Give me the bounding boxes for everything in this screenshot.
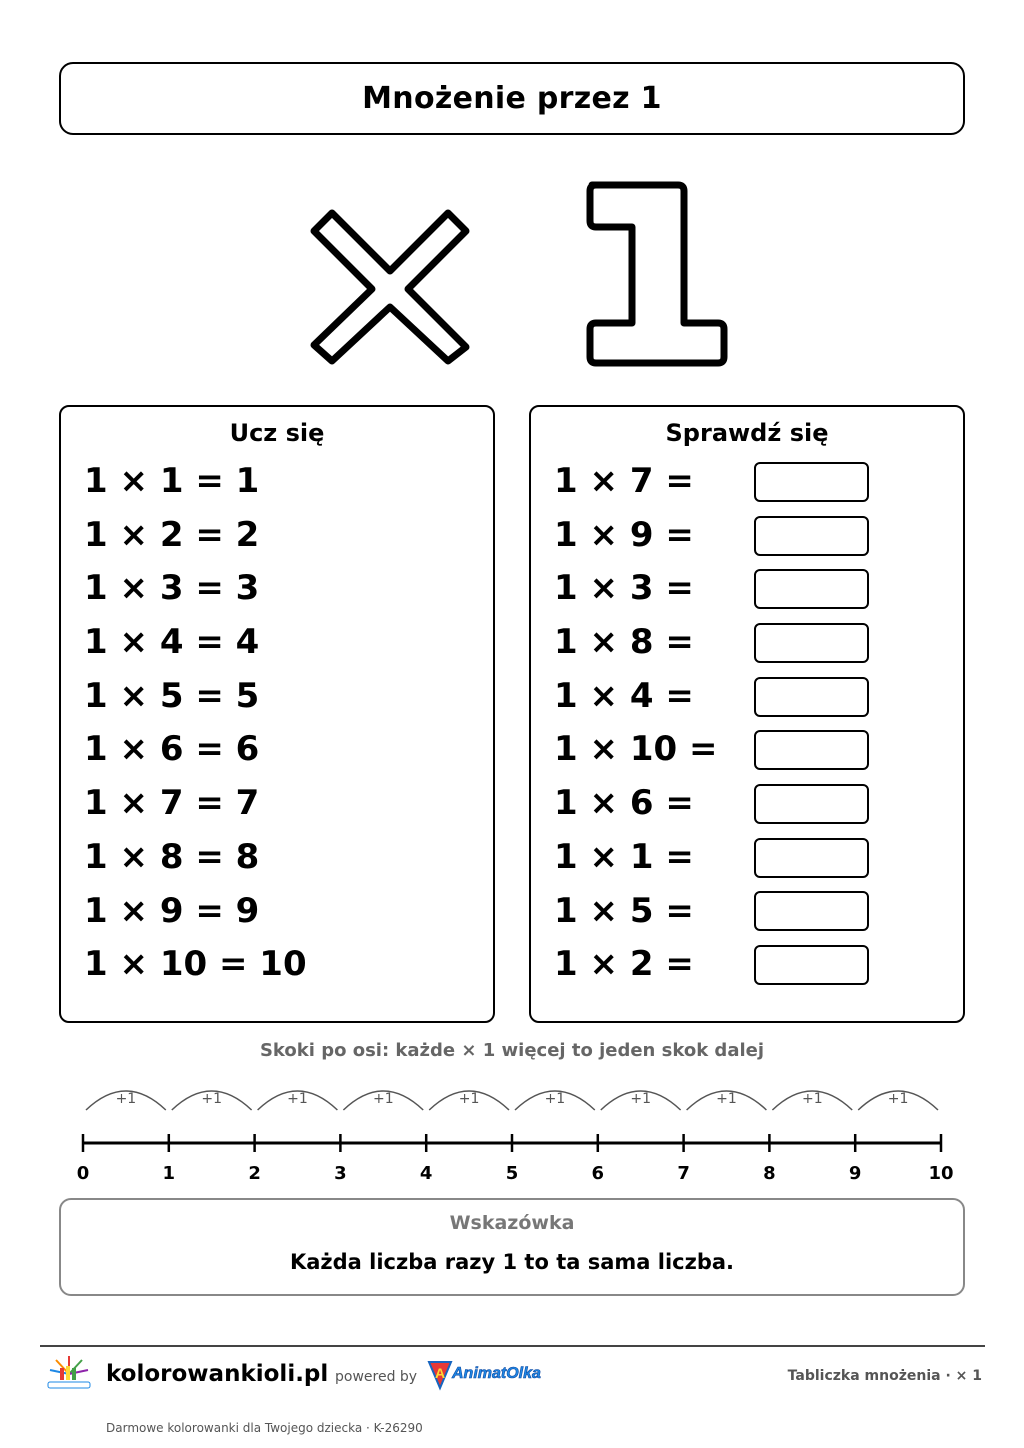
- title-box: [59, 62, 965, 135]
- jump-label: +1: [887, 1091, 909, 1107]
- check-row: [554, 455, 884, 509]
- learn-equation: 1 × 3 = 3: [84, 568, 260, 609]
- axis-tick-label: 9: [848, 1163, 862, 1184]
- hint-box: [59, 1198, 965, 1296]
- axis-tick-label: 6: [591, 1163, 605, 1184]
- kolorowankioli-logo-icon: [46, 1354, 92, 1394]
- answer-box[interactable]: [754, 784, 869, 824]
- check-equation: 1 × 3 =: [554, 568, 694, 609]
- jump-label: +1: [544, 1091, 566, 1107]
- check-row: [554, 562, 884, 616]
- page-title: Mnożenie przez 1: [362, 81, 662, 116]
- axis-tick-label: 8: [763, 1163, 776, 1184]
- learn-equation: 1 × 8 = 8: [84, 836, 260, 877]
- check-row: [554, 777, 884, 831]
- partner-name: AnimatOlka: [452, 1365, 541, 1382]
- footer-small-text: Darmowe kolorowanki dla Twojego dziecka · K-26290: [106, 1421, 423, 1435]
- learn-equation: 1 × 6 = 6: [84, 729, 260, 770]
- jump-label: +1: [287, 1091, 308, 1107]
- learn-equation: 1 × 2 = 2: [84, 514, 260, 555]
- check-panel: [529, 405, 965, 1023]
- check-row: [554, 616, 884, 670]
- axis-tick-label: 1: [162, 1163, 176, 1184]
- axis-tick-label: 10: [928, 1163, 954, 1184]
- check-equation-list: [554, 455, 884, 992]
- svg-text:A: A: [434, 1365, 446, 1381]
- check-equation: 1 × 4 =: [554, 675, 694, 716]
- learn-equation: 1 × 7 = 7: [84, 783, 260, 824]
- axis-tick-label: 4: [419, 1163, 433, 1184]
- hint-text: Każda liczba razy 1 to ta sama liczba.: [289, 1250, 734, 1274]
- footer-right-text: Tabliczka mnożenia · × 1: [787, 1368, 982, 1384]
- answer-box[interactable]: [754, 462, 869, 502]
- learn-equation: 1 × 5 = 5: [84, 675, 260, 716]
- jump-label: +1: [801, 1091, 823, 1107]
- answer-box[interactable]: [754, 945, 869, 985]
- footer-divider: [40, 1345, 985, 1347]
- number-one-outline-icon: [584, 175, 729, 370]
- check-equation: 1 × 6 =: [554, 783, 694, 824]
- check-row: [554, 670, 884, 724]
- learn-equation: 1 × 1 = 1: [84, 461, 260, 501]
- number-line: [0, 1078, 1024, 1188]
- check-equation: 1 × 2 =: [554, 944, 694, 985]
- multiply-outline-icon: [310, 205, 470, 365]
- check-row: [554, 831, 884, 885]
- check-equation: 1 × 7 =: [554, 461, 694, 501]
- learn-panel-title: Ucz się: [229, 419, 325, 447]
- brand-name[interactable]: kolorowankioli.pl: [106, 1361, 329, 1387]
- hero-graphic: [0, 170, 1024, 380]
- learn-panel: [59, 405, 495, 1023]
- axis-tick-label: 5: [505, 1163, 519, 1184]
- answer-box[interactable]: [754, 677, 869, 717]
- answer-box[interactable]: [754, 891, 869, 931]
- check-equation: 1 × 5 =: [554, 890, 694, 931]
- powered-by-label: powered by: [335, 1369, 418, 1385]
- check-equation: 1 × 1 =: [554, 836, 694, 877]
- learn-equation: 1 × 10 = 10: [84, 944, 307, 985]
- answer-box[interactable]: [754, 838, 869, 878]
- check-panel-title: Sprawdź się: [665, 419, 829, 447]
- answer-box[interactable]: [754, 569, 869, 609]
- jump-label: +1: [115, 1091, 137, 1107]
- jump-label: +1: [716, 1091, 737, 1107]
- answer-box[interactable]: [754, 730, 869, 770]
- answer-box[interactable]: [754, 516, 869, 556]
- axis-tick-label: 3: [334, 1163, 347, 1184]
- check-row: [554, 723, 884, 777]
- check-equation: 1 × 10 =: [554, 729, 718, 770]
- answer-box[interactable]: [754, 623, 869, 663]
- number-line-caption: Skoki po osi: każde × 1 więcej to jeden skok dalej: [259, 1040, 765, 1061]
- jump-label: +1: [201, 1091, 223, 1107]
- check-row: [554, 885, 884, 939]
- check-equation: 1 × 9 =: [554, 514, 694, 555]
- axis-tick-label: 0: [76, 1163, 90, 1184]
- jump-label: +1: [372, 1091, 394, 1107]
- learn-equation-list: [84, 455, 307, 992]
- jump-label: +1: [458, 1091, 480, 1107]
- axis-tick-label: 7: [677, 1163, 690, 1184]
- check-row: [554, 938, 884, 992]
- animatolka-logo[interactable]: [425, 1356, 541, 1392]
- hint-title: Wskazówka: [449, 1212, 575, 1234]
- learn-equation: 1 × 4 = 4: [84, 622, 260, 663]
- check-equation: 1 × 8 =: [554, 622, 694, 663]
- axis-tick-label: 2: [248, 1163, 261, 1184]
- learn-equation: 1 × 9 = 9: [84, 890, 260, 931]
- check-row: [554, 509, 884, 563]
- jump-label: +1: [630, 1091, 652, 1107]
